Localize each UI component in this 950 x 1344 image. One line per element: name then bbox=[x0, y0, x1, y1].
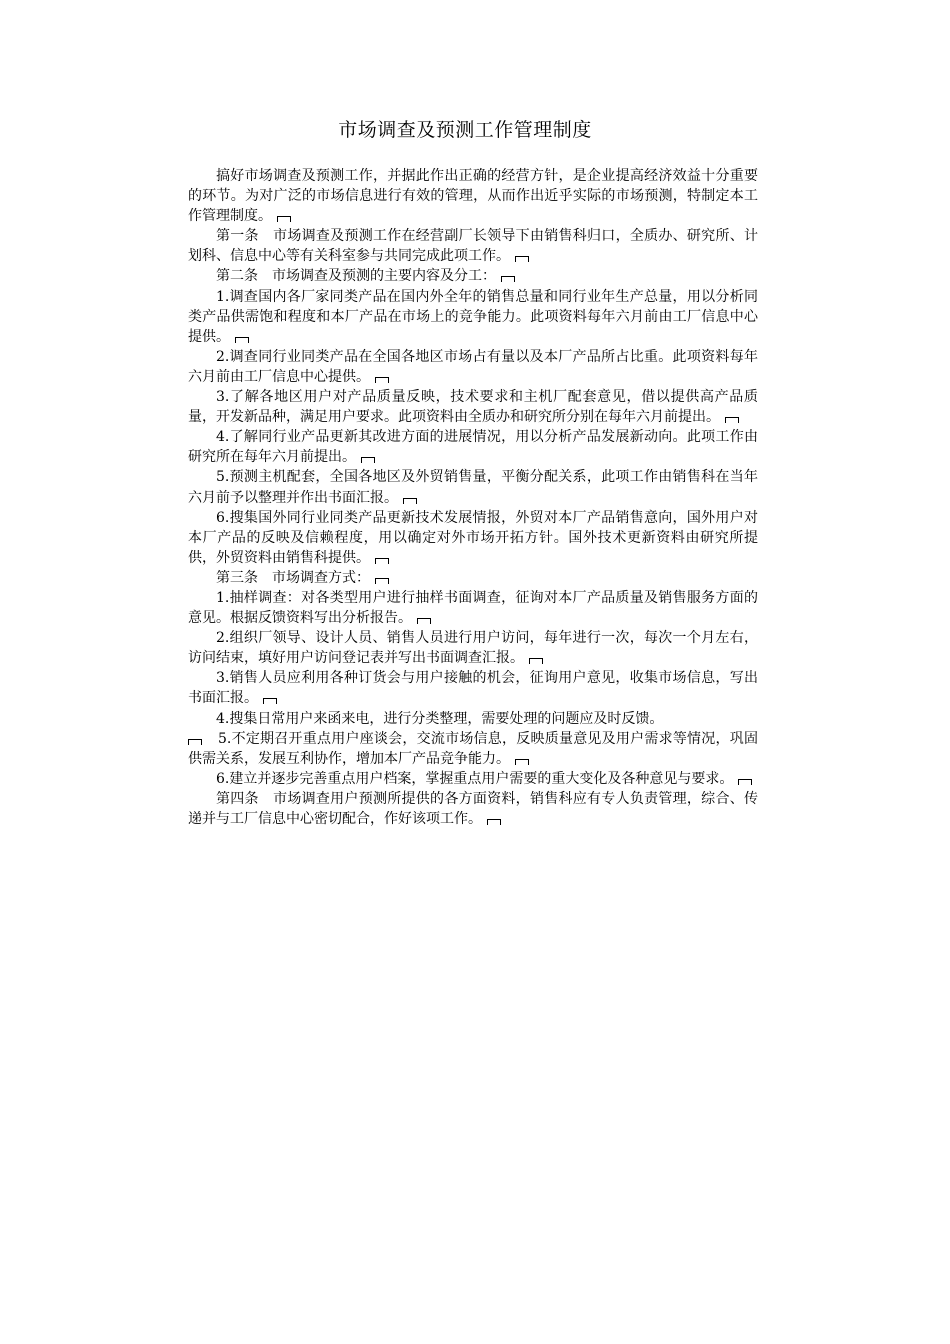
paragraph-item bbox=[188, 769, 758, 789]
paragraph-text: 第一条 市场调查及预测工作在经营副厂长领导下由销售科归口，全质办、研究所、计划科、信息中心等有关科室参与共同完成此项工作。 bbox=[188, 228, 758, 265]
paragraph-mark-icon bbox=[515, 256, 529, 262]
paragraph-mark-icon bbox=[188, 739, 202, 745]
paragraph-article-1 bbox=[188, 226, 758, 266]
paragraph-text: 第四条 市场调查用户预测所提供的各方面资料，销售科应有专人负责管理，综合、传递并与工厂信息中心密切配合，作好该项工作。 bbox=[188, 790, 758, 827]
paragraph-item bbox=[188, 709, 758, 729]
paragraph-mark-icon bbox=[375, 377, 389, 383]
paragraph-item bbox=[188, 729, 758, 769]
paragraph-mark-icon bbox=[403, 498, 417, 504]
paragraph-text: 3.销售人员应利用各种订货会与用户接触的机会，征询用户意见，收集市场信息，写出书面汇报。 bbox=[188, 670, 758, 707]
paragraph-mark-icon bbox=[738, 779, 752, 785]
paragraph-item bbox=[188, 508, 758, 568]
paragraph-text: 第三条 市场调查方式： bbox=[216, 569, 370, 586]
paragraph-article-3 bbox=[188, 568, 758, 588]
paragraph-mark-icon bbox=[263, 698, 277, 704]
paragraph-text: 1.调查国内各厂家同类产品在国内外全年的销售总量和同行业年生产总量，用以分析同类产品供需饱和程度和本厂产品在市场上的竞争能力。此项资料每年六月前由工厂信息中心提供。 bbox=[188, 288, 758, 345]
paragraph-text: 5.不定期召开重点用户座谈会，交流市场信息，反映质量意见及用户需求等情况，巩固供需关系，发展互利协作，增加本厂产品竞争能力。 bbox=[188, 730, 758, 767]
paragraph-text: 1.抽样调查：对各类型用户进行抽样书面调查，征询对本厂产品质量及销售服务方面的意见。根据反馈资料写出分析报告。 bbox=[188, 589, 758, 627]
paragraph-item bbox=[188, 668, 758, 708]
paragraph-text: 5.预测主机配套，全国各地区及外贸销售量，平衡分配关系，此项工作由销售科在当年六月前予以整理并作出书面汇报。 bbox=[188, 469, 758, 506]
document-body bbox=[188, 166, 758, 829]
paragraph-intro bbox=[188, 166, 758, 226]
paragraph-article-2 bbox=[188, 266, 758, 286]
paragraph-mark-icon bbox=[515, 759, 529, 765]
paragraph-article-4 bbox=[188, 789, 758, 829]
paragraph-mark-icon bbox=[277, 216, 291, 222]
paragraph-mark-icon bbox=[361, 457, 375, 463]
paragraph-text: 6.搜集国外同行业同类产品更新技术发展情报，外贸对本厂产品销售意向，国外用户对本厂产品的反映及信赖程度，用以确定对外市场开拓方针。国外技术更新资料由研究所提供，外贸资料由销售科提供。 bbox=[188, 509, 758, 566]
paragraph-text: 搞好市场调查及预测工作，并据此作出正确的经营方针，是企业提高经济效益十分重要的环节。为对广泛的市场信息进行有效的管理，从而作出近乎实际的市场预测，特制定本工作管理制度。 bbox=[188, 168, 758, 225]
paragraph-text: 4.了解同行业产品更新其改进方面的进展情况，用以分析产品发展新动向。此项工作由研究所在每年六月前提出。 bbox=[188, 429, 758, 466]
paragraph-item bbox=[188, 628, 758, 668]
paragraph-mark-icon bbox=[417, 618, 431, 624]
paragraph-mark-icon bbox=[501, 276, 515, 282]
paragraph-item bbox=[188, 588, 758, 628]
paragraph-text: 6.建立并逐步完善重点用户档案，掌握重点用户需要的重大变化及各种意见与要求。 bbox=[216, 770, 734, 787]
paragraph-mark-icon bbox=[235, 337, 249, 343]
document-title: 市场调查及预测工作管理制度 bbox=[338, 119, 592, 141]
paragraph-item bbox=[188, 347, 758, 387]
paragraph-item bbox=[188, 427, 758, 467]
paragraph-item bbox=[188, 467, 758, 507]
paragraph-mark-icon bbox=[529, 658, 543, 664]
paragraph-text: 4.搜集日常用户来函来电，进行分类整理，需要处理的问题应及时反馈。 bbox=[216, 710, 664, 727]
paragraph-mark-icon bbox=[487, 819, 501, 825]
paragraph-text: 第二条 市场调查及预测的主要内容及分工： bbox=[216, 268, 496, 285]
paragraph-text: 2.组织厂领导、设计人员、销售人员进行用户访问，每年进行一次，每次一个月左右，访问结束，填好用户访问登记表并写出书面调查汇报。 bbox=[188, 630, 758, 667]
paragraph-mark-icon bbox=[375, 578, 389, 584]
paragraph-item bbox=[188, 387, 758, 427]
paragraph-mark-icon bbox=[375, 558, 389, 564]
paragraph-item bbox=[188, 287, 758, 347]
paragraph-text: 3.了解各地区用户对产品质量反映，技术要求和主机厂配套意见，借以提供高产品质量，开发新品种，满足用户要求。此项资料由全质办和研究所分别在每年六月前提出。 bbox=[188, 389, 758, 426]
paragraph-mark-icon bbox=[725, 417, 739, 423]
paragraph-text: 2.调查同行业同类产品在全国各地区市场占有量以及本厂产品所占比重。此项资料每年六月前由工厂信息中心提供。 bbox=[188, 348, 758, 385]
